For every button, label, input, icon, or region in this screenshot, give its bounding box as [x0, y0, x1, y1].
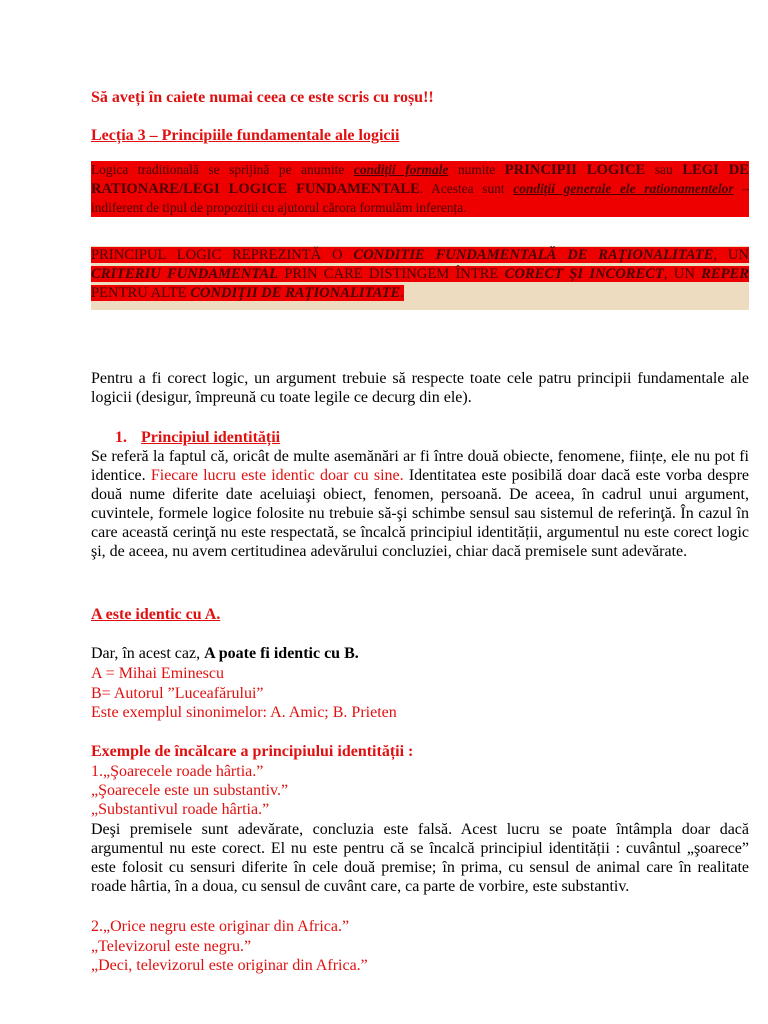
box2-fundamental-condition: CONDITIE FUNDAMENTALĂ DE RAȚIONALITATE — [353, 247, 714, 263]
dar-line — [91, 644, 749, 663]
dar-prefix: Dar, în acest caz, — [91, 645, 205, 662]
section-1-number: 1. — [115, 429, 127, 446]
box1-laws: LEGI DE RATIONARE/LEGI LOGICE FUNDAMENTALE — [91, 162, 749, 197]
box1-text-5: sau — [645, 162, 683, 177]
box1-text-3: numite — [448, 162, 505, 177]
example-2-line-3: „Deci, televizorul este originar din Africa.” — [91, 957, 368, 974]
example-1-line-2: „Şoarecele este un substantiv.” — [91, 782, 289, 799]
a-equals-line: A = Mihai Eminescu — [91, 665, 225, 682]
box1-text-1: Logica traditională se sprijină pe anumite — [91, 162, 354, 177]
lesson-title: Lecția 3 – Principiile fundamentale ale logicii — [91, 127, 400, 144]
box2-text-11: . — [400, 285, 404, 301]
example-1-explanation: Deşi premisele sunt adevărate, concluzia este falsă. Acest lucru se poate întâmpla doar dacă argumentul nu este corect. El nu este pentru că se încalcă principiul identității : cuvântul „şoarece” este folosit cu sensuri diferite în cele două premise; în prima, cu sensul de animal care în realitate roade hârtia, în a doua, cu sensul de cuvânt care, ca parte de vorbire, este substantiv. — [91, 821, 749, 895]
box2-criterion: CRITERIU FUNDAMENTAL — [91, 266, 279, 282]
dar-bold: A poate fi identic cu B. — [204, 645, 359, 662]
a-identic-heading: A este identic cu A. — [91, 606, 221, 623]
example-2-line-1: 2.„Orice negru este originar din Africa.” — [91, 918, 350, 935]
example-1-line-1: 1.„Şoarecele roade hârtia.” — [91, 763, 264, 780]
section-1-text: Se referă la faptul că, oricât de multe asemănări ar fi între două obiecte, fenomene, ființe, ele nu pot fi identice. — [91, 448, 749, 484]
box2-text-1: PRINCIPUL LOGIC REPREZINTĂ O — [91, 247, 354, 263]
box1-principles: PRINCIPII LOGICE — [504, 162, 646, 178]
section-1-text-rest: Identitatea este posibilă doar dacă este vorba despre două nume diferite date aceluiaşi obiect, fenomen, persoană. De aceea, în cadrul unui argument, cuvintele, formele logice folosite nu trebuie să-şi schimbe sensul sau sistemul de referinţă. În cazul în care această cerinţă nu este respectată, se încalcă principiul identității, argumentul nu este corect logic şi, de aceea, nu avem certitudinea adevărului concluziei, chiar dacă premisele sunt adevărate. — [91, 467, 750, 560]
box2-text-7: , UN — [663, 266, 702, 282]
definition-box — [91, 161, 749, 217]
intro-paragraph: Pentru a fi corect logic, un argument trebuie să respecte toate cele patru principii fundamentale ale logicii (desigur, împreună cu toate legile ce decurg din ele). — [91, 370, 749, 406]
box1-text-9: – indiferent de tipul de propoziții cu ajutorul cărora formulăm inferența. — [91, 181, 749, 215]
box2-rationality-conditions: CONDIȚII DE RAȚIONALITATE — [190, 285, 401, 301]
box2-text-9: PENTRU ALTE — [91, 285, 191, 301]
example-1-line-3: „Substantivul roade hârtia.” — [91, 801, 270, 818]
examples-title: Exemple de încălcare a principiului identității : — [91, 743, 414, 760]
principle-box — [91, 246, 749, 310]
section-1-heading — [91, 428, 768, 447]
box2-reper: REPER — [701, 266, 749, 282]
box2-correct-incorrect: CORECT ȘI INCORECT — [504, 266, 664, 282]
box1-formal-conditions: condiții formale — [353, 162, 449, 177]
section-1-red-text: Fiecare lucru este identic doar cu sine. — [150, 467, 404, 484]
box1-general-conditions: condiții generale ele rationamentelor — [513, 181, 734, 196]
b-equals-line: B= Autorul ”Luceafărului” — [91, 685, 264, 702]
box1-text-7: . Acestea sunt — [419, 181, 514, 196]
synonyms-line: Este exemplul sinonimelor: A. Amic; B. Prieten — [91, 704, 397, 721]
section-1-title: Principiul identității — [141, 429, 281, 446]
box2-text-5: PRIN CARE DISTINGEM ÎNTRE — [278, 266, 505, 282]
example-2-line-2: „Televizorul este negru.” — [91, 938, 252, 955]
notice-text: Să aveți în caiete numai ceea ce este scris cu roșu!! — [91, 89, 434, 106]
box2-text-3: , UN — [713, 247, 749, 263]
section-1-paragraph — [91, 447, 749, 561]
